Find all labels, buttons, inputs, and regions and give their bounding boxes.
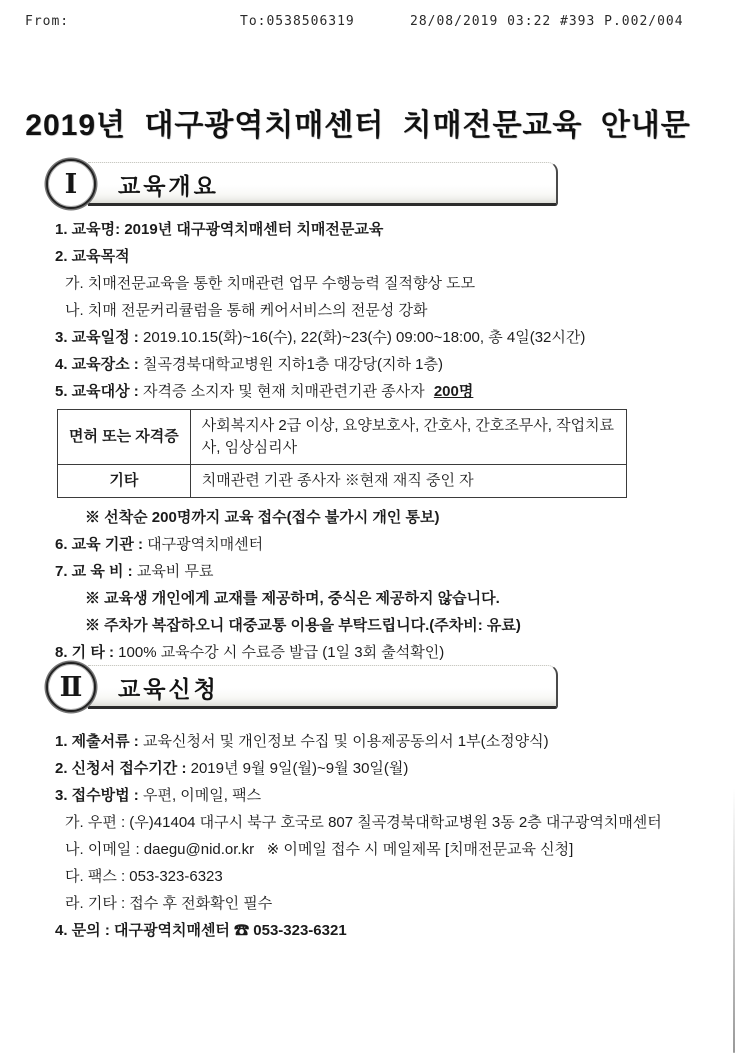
submit-docs-value: 교육신청서 및 개인정보 수집 및 이용제공동의서 1부(소정양식) [142,733,549,750]
apply-email-line: 나. 이메일 : daegu@nid.or.kr ※ 이메일 접수 시 메일제목 [치매전문교육 신청] [65,841,574,858]
edu-purpose-item-a: 가. 치매전문교육을 통한 치매관련 업무 수행능력 질적향상 도모 [65,275,476,292]
edu-name-line [55,220,714,239]
edu-target-label: 5. 교육대상 : [55,383,139,400]
edu-org-value: 대구광역치매센터 [147,536,264,553]
eligibility-row2-value: 치매관련 기관 종사자 ※현재 재직 중인 자 [190,465,626,498]
apply-method-label: 3. 접수방법 : [55,787,139,804]
apply-period-label: 2. 신청서 접수기간 : [55,760,187,777]
fax-datetime: 28/08/2019 03:22 [410,14,552,29]
contact-value: 대구광역치매센터 ☎ 053-323-6321 [114,922,347,939]
edu-target-capacity: 200명 [433,383,474,400]
edu-purpose-line [55,247,714,266]
scan-artifact-line [733,788,735,1053]
submit-docs-label: 1. 제출서류 : [55,733,139,750]
edu-purpose-label: 2. 교육목적 [55,248,130,265]
eligibility-row2-header: 기타 [58,465,191,498]
edu-place-value: 칠곡경북대학교병원 지하1층 대강당(지하 1층) [142,356,443,373]
fax-header [0,0,744,40]
edu-fee-label: 7. 교 육 비 : [55,563,133,580]
eligibility-table [57,409,627,498]
apply-method-value: 우편, 이메일, 팩스 [142,787,262,804]
edu-fee-value: 교육비 무료 [136,563,214,580]
apply-mail-line: 가. 우편 : (우)41404 대구시 북구 호국로 807 칠곡경북대학교병원 3동 2층 대구광역치매센터 [65,814,662,831]
edu-etc-line [55,643,714,662]
section2-title: 교육신청 [118,676,219,702]
apply-etc-line: 라. 기타 : 접수 후 전화확인 필수 [65,895,273,912]
edu-place-line [55,355,714,374]
contact-label: 4. 문의 : [55,922,110,939]
edu-org-label: 6. 교육 기관 : [55,536,143,553]
edu-etc-value: 100% 교육수강 시 수료증 발급 (1일 3회 출석확인) [118,644,445,661]
first-come-note: ※ 선착순 200명까지 교육 접수(접수 불가시 개인 통보) [85,509,440,526]
section2-numeral-oval [46,662,96,712]
eligibility-row1-header: 면허 또는 자격증 [58,410,191,465]
table-row [58,410,627,465]
eligibility-row1-value: 사회복지사 2급 이상, 요양보호사, 간호사, 간호조무사, 작업치료사, 임상심리사 [190,410,626,465]
fax-from-label: From: [25,14,70,29]
textbook-note: ※ 교육생 개인에게 교재를 제공하며, 중식은 제공하지 않습니다. [85,590,500,607]
section1-title: 교육개요 [118,173,219,199]
edu-schedule-value: 2019.10.15(화)~16(수), 22(화)~23(수) 09:00~18:00, 총 4일(32시간) [142,329,586,346]
parking-note: ※ 주차가 복잡하오니 대중교통 이용을 부탁드립니다.(주차비: 유료) [85,617,521,634]
edu-name-label: 1. 교육명: [55,221,121,238]
edu-org-line [55,535,714,554]
fax-to-number: To:0538506319 [240,14,355,29]
edu-purpose-item-b: 나. 치매 전문커리큘럼을 통해 케어서비스의 전문성 강화 [65,302,428,319]
section1-body [55,220,714,670]
section1-numeral-oval [46,159,96,209]
edu-target-value: 자격증 소지자 및 현재 치매관련기관 종사자 [142,383,425,400]
section1-header [46,159,558,209]
document-title: 2019년 대구광역치매센터 치매전문교육 안내문 [25,109,691,142]
apply-period-value: 2019년 9월 9일(월)~9월 30일(월) [190,760,409,777]
section2-header [46,662,558,712]
edu-name-value: 2019년 대구광역치매센터 치매전문교육 [124,221,384,238]
fax-page-info: #393 P.002/004 [560,14,684,29]
apply-method-line [55,786,714,805]
edu-schedule-label: 3. 교육일정 : [55,329,139,346]
submit-docs-line [55,732,714,751]
edu-etc-label: 8. 기 타 : [55,644,114,661]
section2-numeral: Ⅱ [59,671,83,703]
table-row [58,465,627,498]
edu-schedule-line [55,328,714,347]
edu-target-line [55,382,714,401]
edu-place-label: 4. 교육장소 : [55,356,139,373]
edu-fee-line [55,562,714,581]
section2-body [55,732,714,948]
apply-fax-line: 다. 팩스 : 053-323-6323 [65,868,223,885]
contact-line [55,921,714,940]
section1-numeral: Ⅰ [64,168,78,200]
apply-period-line [55,759,714,778]
